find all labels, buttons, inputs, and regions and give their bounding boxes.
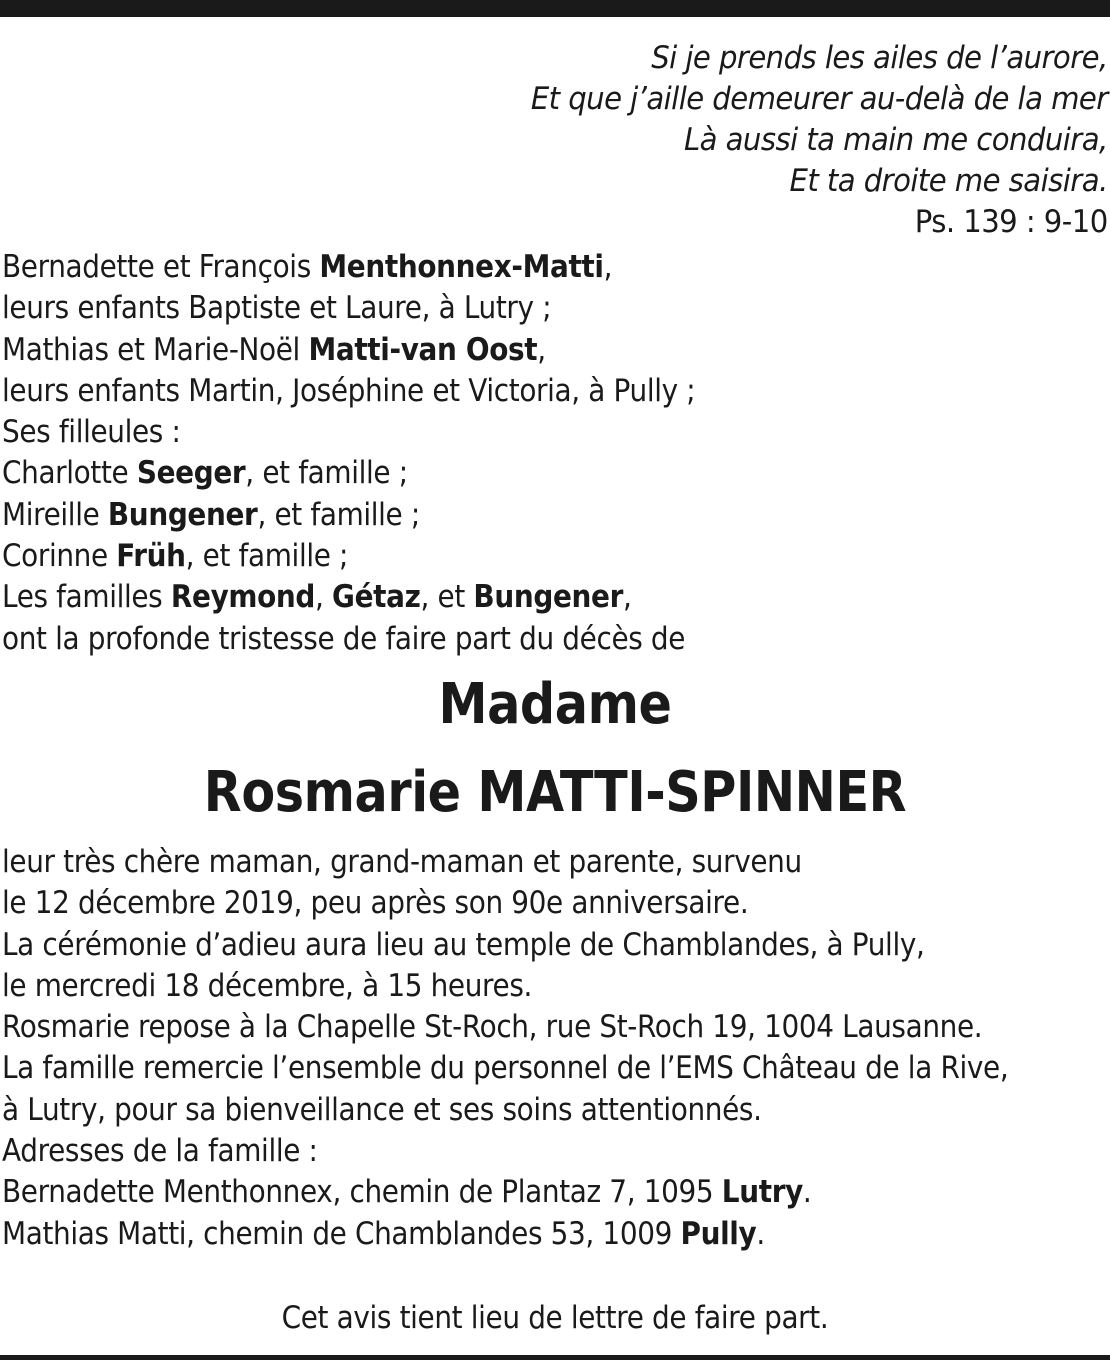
bold-name: Matti-van Oost: [308, 331, 538, 368]
closing-note: Cet avis tient lieu de lettre de faire part.: [281, 1300, 829, 1336]
verse-line: Là aussi ta main me conduira,: [684, 122, 1108, 158]
bold-name: Gétaz: [332, 579, 421, 616]
detail-line: le mercredi 18 décembre, à 15 heures.: [2, 967, 533, 1004]
detail-line: à Lutry, pour sa bienveillance et ses soins attentionnés.: [2, 1091, 762, 1128]
family-line: Charlotte Seeger, et famille ;: [2, 455, 408, 492]
verse-reference: Ps. 139 : 9-10: [915, 204, 1108, 240]
bold-name: Reymond: [170, 579, 316, 616]
bold-name: Seeger: [136, 455, 246, 492]
deceased-title: Madame: [438, 672, 672, 737]
family-line: Les familles Reymond, Gétaz, et Bungener,: [2, 579, 632, 616]
psalm-verse: [531, 38, 1108, 243]
top-rule: [0, 0, 1110, 17]
detail-line: leur très chère maman, grand-maman et parente, survenu: [2, 844, 802, 880]
bold-name: Bungener: [107, 496, 258, 533]
detail-line: Adresses de la famille :: [2, 1133, 318, 1170]
bold-name: Pully: [680, 1215, 757, 1252]
family-line: Bernadette et François Menthonnex-Matti,: [2, 249, 613, 285]
family-line: leurs enfants Baptiste et Laure, à Lutry ;: [2, 290, 552, 327]
bold-name: Früh: [116, 538, 186, 575]
detail-line: La cérémonie d’adieu aura lieu au temple de Chamblandes, à Pully,: [2, 926, 925, 963]
ceremony-details: [2, 842, 1082, 1255]
family-line: Ses filleules :: [2, 414, 181, 451]
verse-line: Et que j’aille demeurer au-delà de la mer: [531, 81, 1108, 117]
bold-name: Menthonnex-Matti: [319, 249, 604, 285]
family-line: Mireille Bungener, et famille ;: [2, 496, 420, 533]
verse-line: Si je prends les ailes de l’aurore,: [651, 40, 1108, 76]
detail-line: Rosmarie repose à la Chapelle St-Roch, rue St-Roch 19, 1004 Lausanne.: [2, 1009, 983, 1046]
verse-line: Et ta droite me saisira.: [789, 163, 1108, 199]
detail-line: le 12 décembre 2019, peu après son 90e anniversaire.: [2, 885, 749, 922]
family-line: Mathias et Marie-Noël Matti-van Oost,: [2, 331, 546, 368]
family-line: leurs enfants Martin, Joséphine et Victoria, à Pully ;: [2, 372, 696, 409]
bold-name: Bungener: [473, 579, 623, 616]
family-line: ont la profonde tristesse de faire part du décès de: [2, 620, 686, 657]
deceased-name: Rosmarie MATTI-SPINNER: [203, 760, 907, 825]
detail-line: La famille remercie l’ensemble du personnel de l’EMS Château de la Rive,: [2, 1050, 1009, 1087]
detail-line: Bernadette Menthonnex, chemin de Plantaz 7, 1095 Lutry.: [2, 1174, 812, 1211]
detail-line: Mathias Matti, chemin de Chamblandes 53, 1009 Pully.: [2, 1215, 765, 1252]
family-list: [2, 247, 1082, 660]
bottom-rule: [0, 1355, 1110, 1360]
bold-name: Lutry: [721, 1174, 803, 1211]
family-line: Corinne Früh, et famille ;: [2, 538, 349, 575]
